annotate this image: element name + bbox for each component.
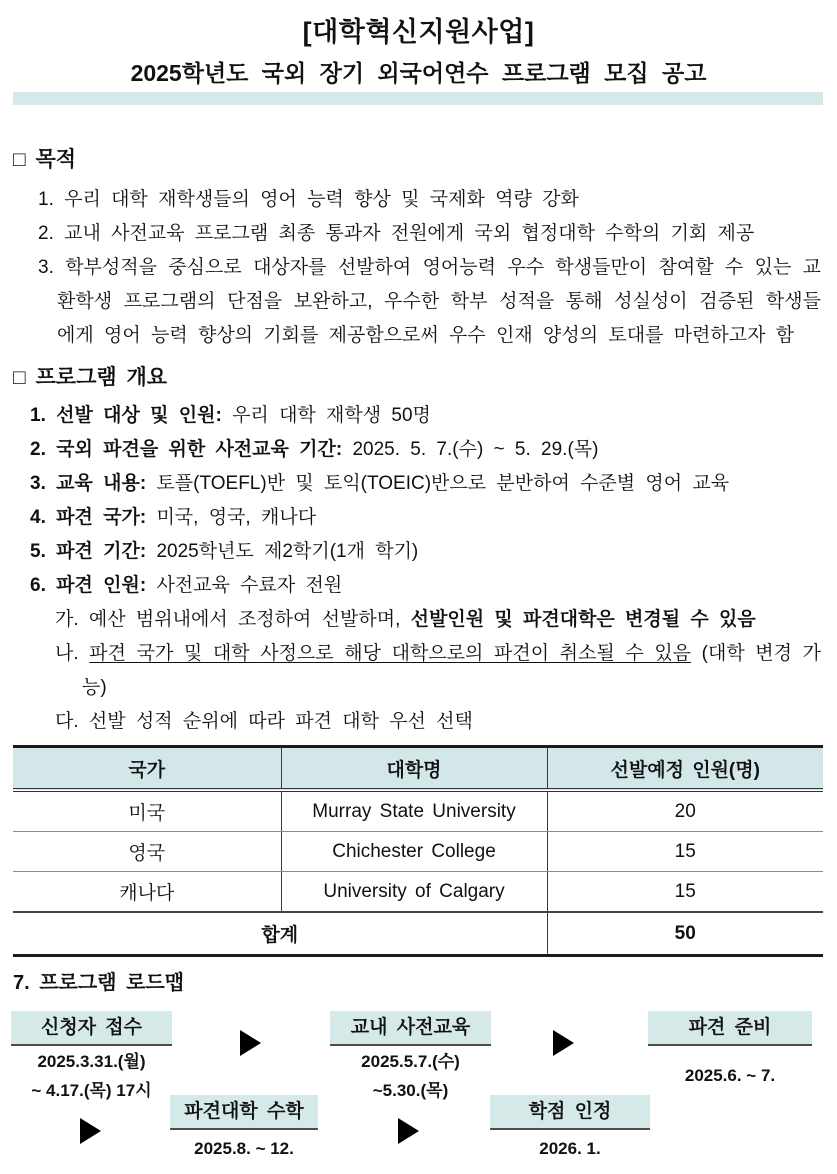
roadmap-step-date: ~5.30.(목) [372,1081,449,1100]
overview-item [0,535,821,569]
cell-count: 15 [547,872,823,913]
cell-country: 캐나다 [13,872,281,913]
col-header-university: 대학명 [281,747,547,791]
purpose-list [0,183,821,353]
item-text: 사전교육 수료자 전원 [156,575,343,596]
item-text: 2025학년도 제2학기(1개 학기) [156,541,419,562]
overview-subitem-ga [0,603,821,637]
document-title-line1: [대학혁신지원사업] [302,17,535,47]
item-label: 선발 대상 및 인원: [56,405,222,426]
roadmap-step-date: ~ 4.17.(목) 17시 [31,1081,152,1100]
item-text: (대학 변경 가능) [82,643,821,698]
table-header-row [13,747,823,791]
table-row [13,832,823,872]
item-text-underlined: 파견 국가 및 대학 사정으로 해당 대학으로의 파견이 취소될 수 있음 [89,643,692,664]
item-number: 다. [55,711,79,732]
overview-item [0,433,821,467]
item-text: 미국, 영국, 캐나다 [156,507,317,528]
item-label: 파견 인원: [56,575,147,596]
item-text: 우리 대학 재학생 50명 [232,405,431,426]
item-number: 나. [55,643,79,664]
roadmap-diagram [0,1003,837,1174]
cell-count: 20 [547,790,823,832]
col-header-count: 선발예정 인원(명) [547,747,823,791]
overview-subitem-da [0,705,821,739]
overview-heading: □ 프로그램 개요 [13,366,168,389]
cell-count: 15 [547,832,823,872]
cell-university: University of Calgary [281,872,547,913]
table-row [13,872,823,913]
roadmap-step-application: 신청자 접수 [11,1011,172,1046]
total-count: 50 [547,912,823,956]
item-label: 파견 기간: [56,541,147,562]
item-number: 6. [30,575,46,596]
purpose-item [0,183,821,217]
cell-university: Murray State University [281,790,547,832]
col-header-country: 국가 [13,747,281,791]
item-text: 예산 범위내에서 조정하여 선발하며, [88,609,401,630]
item-number: 5. [30,541,46,562]
overview-item [0,399,821,433]
roadmap-step-credit-recognition: 학점 인정 [490,1095,650,1130]
roadmap-step-dispatch-preparation: 파견 준비 [648,1011,812,1046]
item-number: 4. [30,507,46,528]
cell-country: 미국 [13,790,281,832]
item-number: 1. [38,189,54,210]
item-label: 파견 국가: [56,507,147,528]
total-label: 합계 [13,912,547,956]
overview-item [0,569,821,603]
item-number: 3. [30,473,46,494]
arrow-right-icon [80,1118,101,1144]
item-number: 가. [55,609,79,630]
purpose-heading: □ 목적 [13,148,77,171]
roadmap-step-date: 2025.3.31.(월) [37,1052,146,1071]
arrow-right-icon [240,1030,261,1056]
item-text: 교내 사전교육 프로그램 최종 통과자 전원에게 국외 협정대학 수학의 기회 제공 [64,223,755,244]
table-total-row [13,912,823,956]
roadmap-step-date: 2025.5.7.(수) [361,1052,460,1071]
item-text: 우리 대학 재학생들의 영어 능력 향상 및 국제화 역량 강화 [64,189,579,210]
item-number: 1. [30,405,46,426]
item-text-bold: 선발인원 및 파견대학은 변경될 수 있음 [410,609,756,630]
roadmap-step-date: 2025.8. ~ 12. [194,1139,294,1158]
overview-item [0,501,821,535]
cell-country: 영국 [13,832,281,872]
item-text: 2025. 5. 7.(수) ~ 5. 29.(목) [352,439,599,460]
item-label: 교육 내용: [56,473,147,494]
cell-university: Chichester College [281,832,547,872]
selection-table [13,745,823,957]
item-text: 토플(TOEFL)반 및 토익(TOEIC)반으로 분반하여 수준별 영어 교육 [156,473,730,494]
overview-subitem-na [0,637,821,705]
arrow-right-icon [398,1118,419,1144]
purpose-item [0,217,821,251]
roadmap-heading: 7. 프로그램 로드맵 [13,972,185,994]
item-label: 국외 파견을 위한 사전교육 기간: [56,439,343,460]
item-text: 학부성적을 중심으로 대상자를 선발하여 영어능력 우수 학생들만이 참여할 수 있는 교환학생 프로그램의 단점을 보완하고, 우수한 학부 성적을 통해 성실성이 검증된 학생들에게 영어 능력 향상의 기회를 제공함으로써 우수 인재 양성의 토대를 마련하고자 함 [57,257,821,346]
title-highlight-bar [13,92,823,105]
overview-item [0,467,821,501]
roadmap-step-date: 2026. 1. [539,1139,601,1158]
purpose-item [0,251,821,353]
arrow-right-icon [553,1030,574,1056]
document-title-line2: 2025학년도 국외 장기 외국어연수 프로그램 모집 공고 [130,60,707,86]
item-number: 3. [38,257,54,278]
table-row [13,790,823,832]
roadmap-step-study-abroad: 파견대학 수학 [170,1095,318,1130]
roadmap-step-pre-education: 교내 사전교육 [330,1011,491,1046]
roadmap-step-date: 2025.6. ~ 7. [684,1066,776,1085]
item-number: 2. [38,223,54,244]
overview-list [0,399,821,739]
item-text: 선발 성적 순위에 따라 파견 대학 우선 선택 [88,711,473,732]
item-number: 2. [30,439,46,460]
